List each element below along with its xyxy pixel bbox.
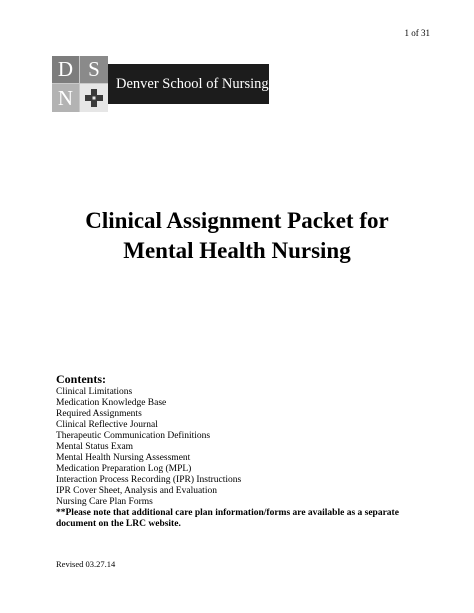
lrc-note: **Please note that additional care plan information/forms are available as a separate document on the LRC website. <box>56 508 399 529</box>
logo-monogram <box>52 56 108 112</box>
logo-letter-d: D <box>52 56 80 84</box>
document-title <box>0 206 474 266</box>
list-item: Medication Knowledge Base <box>56 398 167 408</box>
list-item: Interaction Process Recording (IPR) Instructions <box>56 475 242 485</box>
logo-letter-n: N <box>52 84 80 112</box>
school-logo <box>52 56 268 112</box>
title-line-1: Clinical Assignment Packet for <box>85 208 389 233</box>
list-item: Mental Status Exam <box>56 442 134 452</box>
page-number: 1 of 31 <box>404 28 430 38</box>
logo-name-bar <box>108 64 269 104</box>
contents-heading: Contents: <box>56 372 106 386</box>
cross-emblem-icon <box>80 84 108 112</box>
list-item: Medication Preparation Log (MPL) <box>56 464 192 474</box>
contents-section <box>56 373 436 530</box>
logo-letter-s: S <box>80 56 108 84</box>
list-item: Clinical Reflective Journal <box>56 420 158 430</box>
contents-list <box>56 387 436 508</box>
list-item: Required Assignments <box>56 409 142 419</box>
list-item: Clinical Limitations <box>56 387 133 397</box>
list-item: Nursing Care Plan Forms <box>56 497 153 507</box>
title-line-2: Mental Health Nursing <box>123 238 351 263</box>
revised-date: Revised 03.27.14 <box>56 559 116 569</box>
list-item: IPR Cover Sheet, Analysis and Evaluation <box>56 486 217 496</box>
list-item: Therapeutic Communication Definitions <box>56 431 211 441</box>
list-item: Mental Health Nursing Assessment <box>56 453 191 463</box>
school-name: Denver School of Nursing <box>116 75 269 92</box>
